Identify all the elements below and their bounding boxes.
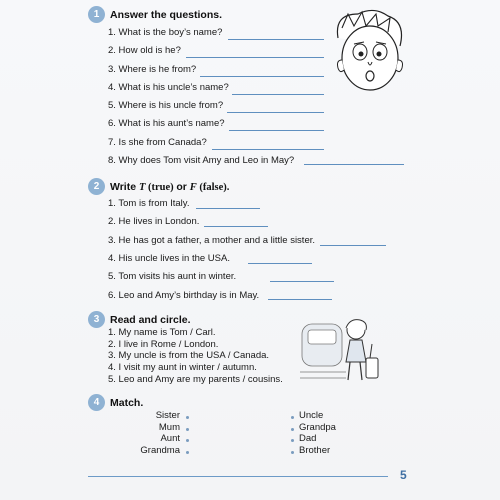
statement-3: 3. He has got a father, a mother and a little sister.	[108, 235, 316, 246]
section-4-title: Match.	[110, 397, 144, 409]
match-dot-right-3[interactable]	[291, 439, 294, 442]
match-right-brother: Brother	[299, 445, 331, 456]
circle-line-3: 3. My uncle is from the USA / Canada.	[108, 350, 270, 361]
question-5: 5. Where is his uncle from?	[108, 100, 224, 111]
answer-blank-2[interactable]	[186, 57, 324, 58]
section-4-badge: 4	[88, 394, 105, 411]
title-write: Write	[110, 181, 139, 193]
match-right-grandpa: Grandpa	[299, 422, 336, 433]
section-1-title: Answer the questions.	[110, 9, 223, 21]
statement-1: 1. Tom is from Italy.	[108, 198, 190, 209]
tf-blank-4[interactable]	[248, 263, 312, 264]
footer-rule	[88, 476, 388, 477]
statement-5: 5. Tom visits his aunt in winter.	[108, 271, 237, 282]
tf-blank-5[interactable]	[270, 281, 334, 282]
section-3-title: Read and circle.	[110, 314, 191, 326]
match-dot-left-2[interactable]	[186, 428, 189, 431]
answer-blank-5[interactable]	[227, 112, 324, 113]
match-dot-left-1[interactable]	[186, 416, 189, 419]
answer-blank-8[interactable]	[304, 164, 404, 165]
match-dot-right-4[interactable]	[291, 451, 294, 454]
match-left-mum: Mum	[158, 422, 180, 433]
answer-blank-6[interactable]	[229, 130, 324, 131]
answer-blank-4[interactable]	[232, 94, 324, 95]
section-3-badge: 3	[88, 311, 105, 328]
answer-blank-7[interactable]	[212, 149, 324, 150]
match-left-sister: Sister	[155, 410, 180, 421]
match-right-uncle: Uncle	[299, 410, 324, 421]
title-true: (true)	[145, 182, 177, 193]
match-dot-right-2[interactable]	[291, 428, 294, 431]
question-3: 3. Where is he from?	[108, 64, 197, 75]
circle-line-5: 5. Leo and Amy are my parents / cousins.	[108, 374, 283, 385]
question-1: 1. What is the boy’s name?	[108, 27, 223, 38]
match-dot-left-4[interactable]	[186, 451, 189, 454]
question-4: 4. What is his uncle’s name?	[108, 82, 229, 93]
tf-blank-2[interactable]	[204, 226, 268, 227]
match-left-aunt: Aunt	[160, 433, 180, 444]
title-or: or	[176, 181, 190, 193]
traveller-illustration	[300, 318, 380, 386]
statement-4: 4. His uncle lives in the USA.	[108, 253, 230, 264]
statement-6: 6. Leo and Amy’s birthday is in May.	[108, 290, 260, 301]
match-left-grandma: Grandma	[140, 445, 180, 456]
title-false: (false).	[196, 182, 230, 193]
question-2: 2. How old is he?	[108, 45, 181, 56]
section-1-badge: 1	[88, 6, 105, 23]
section-2-title	[110, 181, 229, 193]
question-6: 6. What is his aunt’s name?	[108, 118, 225, 129]
circle-line-2: 2. I live in Rome / London.	[108, 339, 219, 350]
match-dot-left-3[interactable]	[186, 439, 189, 442]
statement-2: 2. He lives in London.	[108, 216, 200, 227]
circle-line-1: 1. My name is Tom / Carl.	[108, 327, 216, 338]
match-right-dad: Dad	[299, 433, 317, 444]
match-dot-right-1[interactable]	[291, 416, 294, 419]
tf-blank-3[interactable]	[320, 245, 386, 246]
answer-blank-3[interactable]	[200, 76, 324, 77]
circle-line-4: 4. I visit my aunt in winter / autumn.	[108, 362, 257, 373]
boy-face-illustration	[328, 8, 410, 100]
page-number: 5	[400, 468, 407, 482]
question-7: 7. Is she from Canada?	[108, 137, 207, 148]
section-2-badge: 2	[88, 178, 105, 195]
tf-blank-1[interactable]	[196, 208, 260, 209]
tf-blank-6[interactable]	[268, 299, 332, 300]
title-f: F	[189, 182, 197, 193]
title-t: T	[138, 182, 146, 193]
answer-blank-1[interactable]	[228, 39, 324, 40]
question-8: 8. Why does Tom visit Amy and Leo in May?	[108, 155, 295, 166]
